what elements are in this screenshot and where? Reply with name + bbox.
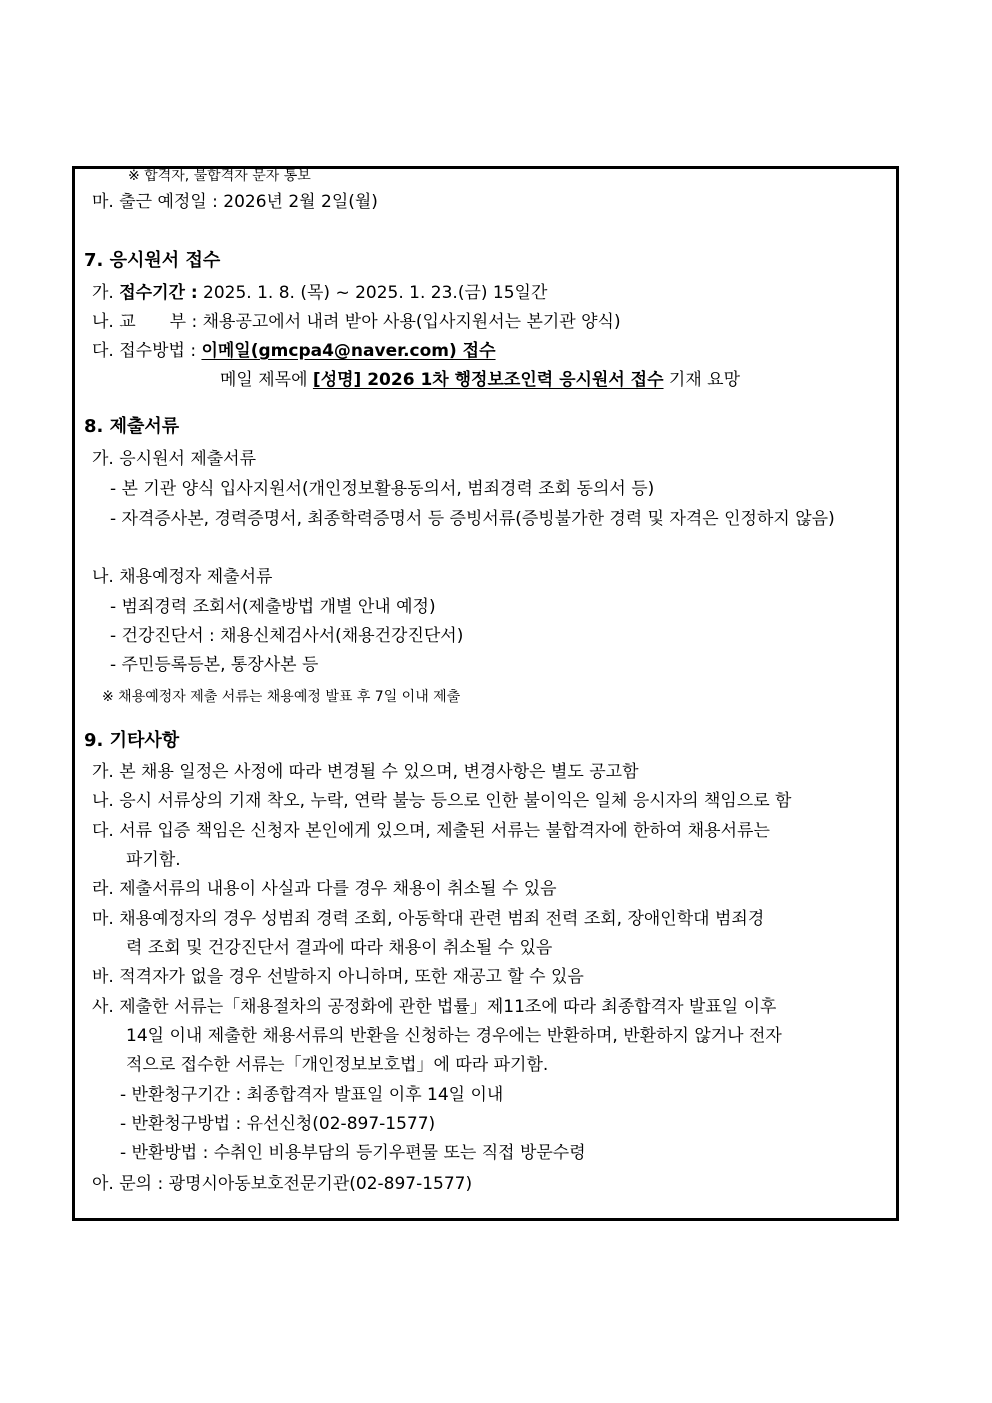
submission-deadline-note: ※ 채용예정자 제출 서류는 채용예정 발표 후 7일 이내 제출 <box>102 689 461 705</box>
list-item: - 주민등록등본, 통장사본 등 <box>110 655 319 675</box>
start-date-line: 마. 출근 예정일 : 2026년 2월 2일(월) <box>92 192 378 212</box>
list-item-continuation: 14일 이내 제출한 채용서류의 반환을 신청하는 경우에는 반환하며, 반환하지 않거나 전자 <box>126 1026 782 1046</box>
mail-subject: [성명] 2026 1차 행정보조인력 응시원서 접수 <box>312 370 664 390</box>
application-period: 가. 접수기간 : 2025. 1. 8. (목) ~ 2025. 1. 23.(금) 15일간 <box>92 283 548 303</box>
list-item: 바. 적격자가 없을 경우 선발하지 아니하며, 또한 재공고 할 수 있음 <box>92 967 584 987</box>
section-7-heading: 7. 응시원서 접수 <box>84 250 221 271</box>
application-method: 다. 접수방법 : 이메일(gmcpa4@naver.com) 접수 <box>92 341 496 361</box>
list-item: 마. 채용예정자의 경우 성범죄 경력 조회, 아동학대 관련 범죄 전력 조회, 장애인학대 범죄경 <box>92 909 765 929</box>
list-item: - 반환청구방법 : 유선신청(02-897-1577) <box>120 1114 436 1134</box>
list-item: - 건강진단서 : 채용신체검사서(채용건강진단서) <box>110 626 464 646</box>
list-item: 가. 본 채용 일정은 사정에 따라 변경될 수 있으며, 변경사항은 별도 공고함 <box>92 762 639 782</box>
list-item: - 자격증사본, 경력증명서, 최종학력증명서 등 증빙서류(증빙불가한 경력 및 자격은 인정하지 않음) <box>110 509 835 529</box>
distribution-line: 나. 교 부 : 채용공고에서 내려 받아 사용(입사지원서는 본기관 양식) <box>92 312 621 332</box>
list-item: 라. 제출서류의 내용이 사실과 다를 경우 채용이 취소될 수 있음 <box>92 879 557 899</box>
contact-line: 아. 문의 : 광명시아동보호전문기관(02-897-1577) <box>92 1174 473 1194</box>
section-8-heading: 8. 제출서류 <box>84 416 180 437</box>
list-item-continuation: 파기함. <box>126 850 181 870</box>
application-period-label: 접수기간 : <box>119 283 198 303</box>
list-item: - 반환청구기간 : 최종합격자 발표일 이후 14일 이내 <box>120 1085 504 1105</box>
application-period-value: 2025. 1. 8. (목) ~ 2025. 1. 23.(금) 15일간 <box>197 283 548 303</box>
section-9-heading: 9. 기타사항 <box>84 730 180 751</box>
application-documents-title: 가. 응시원서 제출서류 <box>92 449 257 469</box>
list-item-continuation: 적으로 접수한 서류는「개인정보보호법」에 따라 파기함. <box>126 1055 549 1075</box>
list-item: 다. 서류 입증 책임은 신청자 본인에게 있으며, 제출된 서류는 불합격자에 한하여 채용서류는 <box>92 821 770 841</box>
sms-notice-note: ※ 합격자, 불합격자 문자 통보 <box>128 168 311 184</box>
list-item: - 범죄경력 조회서(제출방법 개별 안내 예정) <box>110 597 436 617</box>
list-item-continuation: 력 조회 및 건강진단서 결과에 따라 채용이 취소될 수 있음 <box>126 938 553 958</box>
hire-documents-title: 나. 채용예정자 제출서류 <box>92 567 273 587</box>
list-item: - 반환방법 : 수취인 비용부담의 등기우편물 또는 직접 방문수령 <box>120 1143 586 1163</box>
mail-subject-line: 메일 제목에 [성명] 2026 1차 행정보조인력 응시원서 접수 기재 요망 <box>220 370 741 390</box>
list-item: - 본 기관 양식 입사지원서(개인정보활용동의서, 범죄경력 조회 동의서 등) <box>110 479 655 499</box>
list-item: 사. 제출한 서류는「채용절차의 공정화에 관한 법률」제11조에 따라 최종합격자 발표일 이후 <box>92 997 777 1017</box>
email-address: 이메일(gmcpa4@naver.com) 접수 <box>201 341 496 361</box>
list-item: 나. 응시 서류상의 기재 착오, 누락, 연락 불능 등으로 인한 불이익은 일체 응시자의 책임으로 함 <box>92 791 792 811</box>
